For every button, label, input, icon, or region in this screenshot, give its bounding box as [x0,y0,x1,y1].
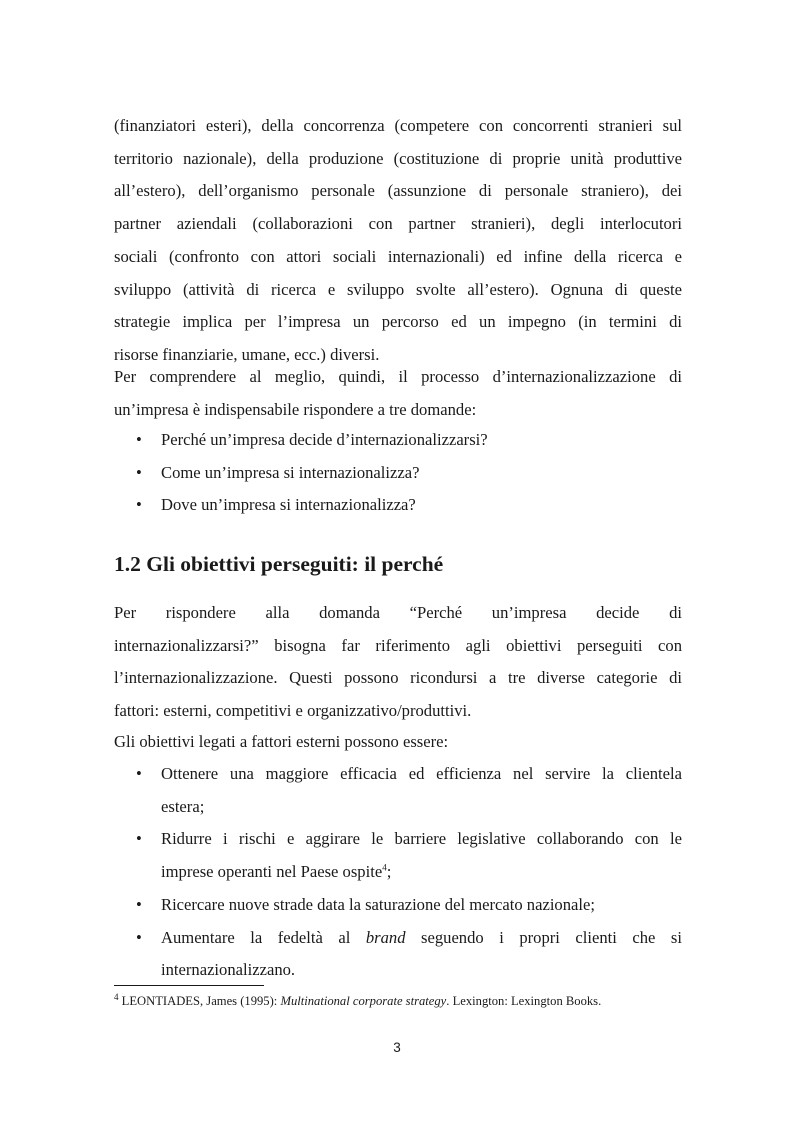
list-item: • Ottenere una maggiore efficacia ed efficienza nel servire la clientela estera; [114,758,682,823]
page-number: 3 [393,1040,401,1055]
list-item: • Come un’impresa si internazionalizza? [114,457,682,490]
questions-list [114,424,682,522]
bullet-icon: • [136,764,142,783]
footnote-separator [114,985,264,986]
text-line: partner aziendali (collaborazioni con partner stranieri), degli interlocutori [114,214,682,234]
paragraph-external-factors: Gli obiettivi legati a fattori esterni possono essere: [114,732,449,751]
paragraph-continuation [114,110,682,372]
bullet-icon: • [136,829,142,849]
emphasis-brand: brand [365,927,406,947]
text-line: fattori: esterni, competitivi e organizzativo/produttivi. [114,701,472,721]
text-line: (finanziatori esteri), della concorrenza (competere con concorrenti stranieri sul [114,116,682,135]
bullet-icon: • [136,927,142,947]
text-line: l’internazionalizzazione. Questi possono ricondursi a tre diverse categorie di [114,668,682,688]
list-item: • Aumentare la fedeltà al brand seguendo i propri clienti che si internazionalizzano. [114,922,682,987]
bullet-icon: • [136,462,142,482]
section-heading: 1.2 Gli obiettivi perseguiti: il perché [114,552,444,576]
text-line: territorio nazionale), della produzione (costituzione di proprie unità produttive [114,148,682,168]
text-line: sociali (confronto con attori sociali internazionali) ed infine della ricerca e [114,246,682,266]
bullet-icon: • [136,430,142,449]
list-item: • Ridurre i rischi e aggirare le barriere legislative collaborando con le imprese operanti nel Paese ospite$^4$; [114,823,682,888]
text-line: sviluppo (attività di ricerca e sviluppo svolte all’estero). Ognuna di queste [114,279,682,299]
paragraph-intro-questions [114,361,682,426]
text-line: strategie implica per l’impresa un percorso ed un impegno (in termini di [114,312,682,332]
footnote: $^4$ LEONTIADES, James (1995): Multinational corporate strategy. Lexington: Lexington Books. [114,991,602,1008]
objectives-list [114,758,682,987]
text-line: all’estero), dell’organismo personale (assunzione di personale straniero), dei [114,181,682,201]
footnote-reference[interactable]: 4 [382,862,387,873]
text-line: Per comprendere al meglio, quindi, il processo d’internazionalizzazione di [114,367,682,386]
text-line: un’impresa è indispensabile rispondere a tre domande: [114,399,477,419]
text-line: risorse finanziarie, umane, ecc.) diversi. [114,344,380,364]
list-item: • Perché un’impresa decide d’internazionalizzarsi? [114,424,682,457]
list-item: • Dove un’impresa si internazionalizza? [114,489,682,522]
text-line: internazionalizzarsi?” bisogna far riferimento agli obiettivi perseguiti con [114,635,682,655]
footnote-number: 4 [114,991,119,1002]
list-item: • Ricercare nuove strade data la saturazione del mercato nazionale; [114,889,682,922]
bullet-icon: • [136,495,142,515]
footnote-title: Multinational corporate strategy [280,994,447,1008]
text-line: Per rispondere alla domanda “Perché un’impresa decide di [114,603,682,622]
paragraph-objectives [114,597,682,728]
bullet-icon: • [136,894,142,914]
